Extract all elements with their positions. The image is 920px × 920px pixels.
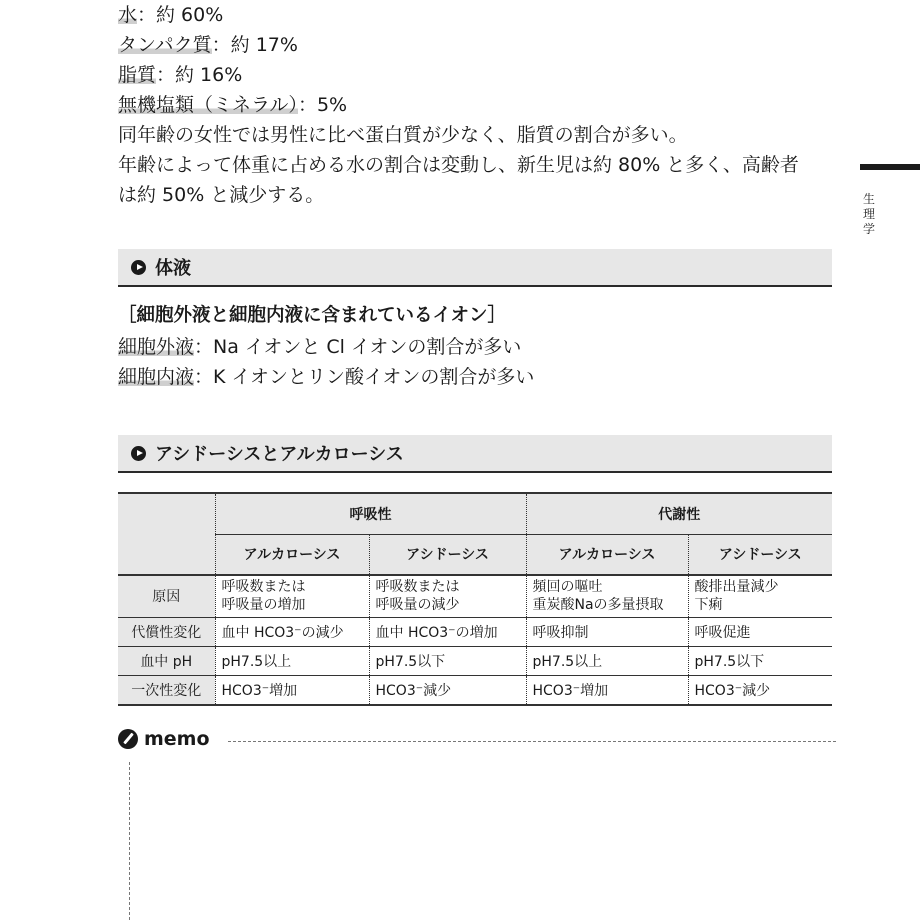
table-corner-cell — [118, 493, 215, 575]
composition-lipid — [118, 60, 848, 90]
extracellular-line — [118, 332, 838, 362]
intracellular-line — [118, 362, 838, 392]
composition-water — [118, 0, 848, 30]
value-minerals: ：5% — [297, 94, 348, 116]
body-fluid-content — [118, 300, 838, 392]
table-cell: HCO3⁻増加 — [215, 675, 369, 705]
value-intracellular: ：K イオンとリン酸イオンの割合が多い — [194, 366, 535, 388]
pencil-icon — [118, 729, 138, 749]
header-meta-alkalosis: アルカローシス — [526, 534, 688, 575]
row-label-blood-ph: 血中 pH — [118, 646, 215, 675]
cell-line: 下痢 — [694, 597, 723, 614]
row-label-cause: 原因 — [118, 575, 215, 617]
table-cell: 血中 HCO3⁻の増加 — [369, 617, 526, 646]
side-label-physiology: 生理学 — [862, 192, 875, 236]
composition-protein — [118, 30, 848, 60]
table-cell: 呼吸促進 — [688, 617, 832, 646]
cell-line: 呼吸数または — [375, 579, 460, 596]
header-resp-acidosis: アシドーシス — [369, 534, 526, 575]
table-cell: 呼吸抑制 — [526, 617, 688, 646]
memo-label: memo — [144, 728, 210, 750]
cell-line: 呼吸数または — [221, 579, 306, 596]
table-cell: HCO3⁻増加 — [526, 675, 688, 705]
memo-divider — [228, 741, 836, 742]
value-extracellular: ：Na イオンと Cl イオンの割合が多い — [194, 336, 522, 358]
table-cell: HCO3⁻減少 — [369, 675, 526, 705]
header-respiratory: 呼吸性 — [215, 493, 526, 534]
table-row — [118, 617, 832, 646]
acid-base-table — [118, 492, 832, 706]
value-protein: ：約 17% — [211, 34, 298, 56]
cell-line: 頻回の嘔吐 — [532, 579, 603, 596]
header-meta-acidosis: アシドーシス — [688, 534, 832, 575]
term-intracellular: 細胞内液 — [118, 366, 195, 388]
section-title-acidosis: アシドーシスとアルカローシス — [155, 444, 404, 465]
cell-line: 呼吸量の増加 — [221, 597, 306, 614]
term-extracellular: 細胞外液 — [118, 336, 195, 358]
play-bullet-icon — [131, 446, 146, 461]
term-lipid: 脂質 — [118, 64, 157, 86]
value-lipid: ：約 16% — [156, 64, 243, 86]
paragraph-line-2: 年齢によって体重に占める水の割合は変動し、新生児は約 80% と多く、高齢者 — [118, 154, 799, 176]
table-cell: pH7.5以下 — [688, 646, 832, 675]
side-tab-bar — [860, 164, 920, 170]
memo-header — [118, 728, 210, 750]
value-water: ：約 60% — [137, 4, 224, 26]
term-minerals: 無機塩類（ミネラル） — [118, 94, 298, 116]
cell-line: 呼吸量の減少 — [375, 597, 460, 614]
table-cell: pH7.5以上 — [215, 646, 369, 675]
table-subheader-row — [118, 534, 832, 575]
table-cell: 血中 HCO3⁻の減少 — [215, 617, 369, 646]
header-resp-alkalosis: アルカローシス — [215, 534, 369, 575]
memo-margin-line — [129, 762, 130, 920]
term-protein: タンパク質 — [118, 34, 212, 56]
table-cell — [215, 575, 369, 617]
table-row — [118, 575, 832, 617]
paragraph-line-3: は約 50% と減少する。 — [118, 184, 325, 206]
table-cell — [369, 575, 526, 617]
row-label-compensation: 代償性変化 — [118, 617, 215, 646]
row-label-primary-change: 一次性変化 — [118, 675, 215, 705]
section-title-body-fluid: 体液 — [155, 258, 191, 279]
ion-subheading: ［細胞外液と細胞内液に含まれているイオン］ — [118, 305, 506, 326]
term-water: 水 — [118, 4, 138, 26]
section-header-body-fluid — [118, 249, 832, 287]
cell-line: 重炭酸Naの多量摂取 — [532, 597, 664, 614]
cell-line: 酸排出量減少 — [694, 579, 779, 596]
section-header-acidosis — [118, 435, 832, 473]
play-bullet-icon — [131, 260, 146, 275]
table-cell: pH7.5以下 — [369, 646, 526, 675]
paragraph-line-1: 同年齢の女性では男性に比べ蛋白質が少なく、脂質の割合が多い。 — [118, 124, 688, 146]
composition-minerals — [118, 90, 848, 120]
table-row — [118, 675, 832, 705]
table-header-row — [118, 493, 832, 534]
header-metabolic: 代謝性 — [526, 493, 832, 534]
table-row — [118, 646, 832, 675]
table-cell: HCO3⁻減少 — [688, 675, 832, 705]
table-cell — [526, 575, 688, 617]
intro-block — [118, 0, 848, 210]
table-cell: pH7.5以上 — [526, 646, 688, 675]
table-cell — [688, 575, 832, 617]
